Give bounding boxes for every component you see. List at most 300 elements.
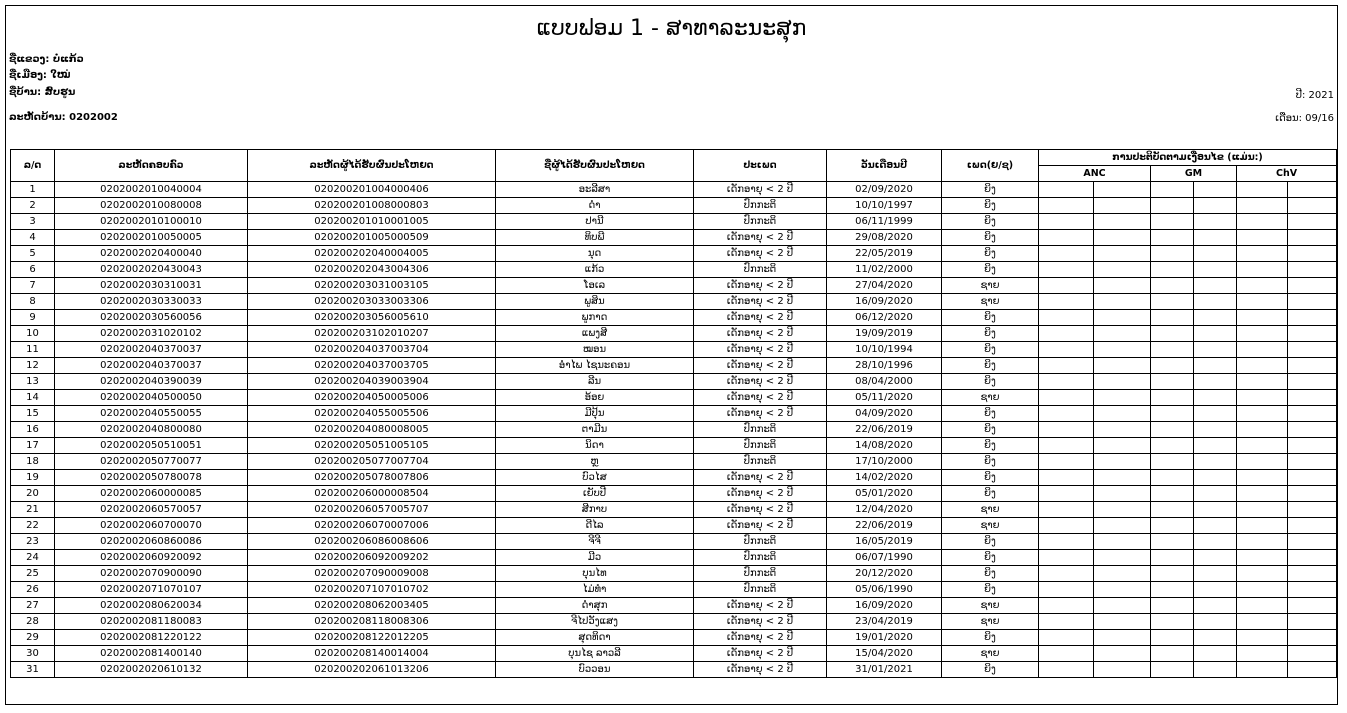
table-row (11, 662, 1337, 678)
row-condition-cell (1151, 646, 1194, 662)
row-condition-cell (1194, 310, 1237, 326)
row-condition-cell (1094, 342, 1151, 358)
row-condition-cell (1094, 246, 1151, 262)
row-type: ເດັກອາຍຸ < 2 ປີ (694, 630, 827, 646)
row-dob: 14/08/2020 (827, 438, 942, 454)
row-no: 21 (11, 502, 55, 518)
row-sex: ຍິງ (942, 454, 1039, 470)
row-beneficiary-name: ເຍັບປີ (496, 486, 694, 502)
row-condition-cell (1151, 662, 1194, 678)
row-beneficiary-name: ແກ້ວ (496, 262, 694, 278)
row-condition-cell (1151, 470, 1194, 486)
row-beneficiary-code: 020200203031003105 (248, 278, 496, 294)
row-condition-cell (1094, 486, 1151, 502)
row-dob: 06/12/2020 (827, 310, 942, 326)
col-gm-header: GM (1151, 166, 1237, 182)
row-condition-cell (1288, 182, 1337, 198)
row-condition-cell (1094, 422, 1151, 438)
row-condition-cell (1094, 198, 1151, 214)
table-row (11, 326, 1337, 342)
row-condition-cell (1151, 326, 1194, 342)
col-beneficiary-code-header: ລະຫັດຜູ້ໄດ້ຮັບຜົນປະໂຫຍດ (248, 150, 496, 182)
row-condition-cell (1237, 518, 1288, 534)
row-family-code: 0202002060920092 (55, 550, 248, 566)
row-condition-cell (1151, 422, 1194, 438)
table-row (11, 358, 1337, 374)
row-no: 2 (11, 198, 55, 214)
row-type: ປົກກະຕິ (694, 438, 827, 454)
row-condition-cell (1288, 198, 1337, 214)
row-condition-cell (1151, 294, 1194, 310)
row-condition-cell (1094, 646, 1151, 662)
row-condition-cell (1094, 534, 1151, 550)
row-beneficiary-name: ບຸນໄຊ ລາວລີ (496, 646, 694, 662)
row-condition-cell (1194, 214, 1237, 230)
row-no: 17 (11, 438, 55, 454)
row-condition-cell (1039, 390, 1094, 406)
col-no-header: ລ/ດ (11, 150, 55, 182)
row-condition-cell (1094, 518, 1151, 534)
row-condition-cell (1237, 438, 1288, 454)
row-no: 22 (11, 518, 55, 534)
row-family-code: 0202002040550055 (55, 406, 248, 422)
row-family-code: 0202002081220122 (55, 630, 248, 646)
row-condition-cell (1151, 454, 1194, 470)
row-condition-cell (1194, 422, 1237, 438)
row-condition-cell (1151, 230, 1194, 246)
row-beneficiary-code: 020200202043004306 (248, 262, 496, 278)
row-condition-cell (1094, 598, 1151, 614)
row-condition-cell (1039, 566, 1094, 582)
row-no: 27 (11, 598, 55, 614)
col-sex-header: ເພດ(ຍ/ຊ) (942, 150, 1039, 182)
row-sex: ຍິງ (942, 470, 1039, 486)
row-dob: 28/10/1996 (827, 358, 942, 374)
row-condition-cell (1151, 614, 1194, 630)
row-no: 20 (11, 486, 55, 502)
row-type: ປົກກະຕິ (694, 422, 827, 438)
row-family-code: 0202002040370037 (55, 358, 248, 374)
row-condition-cell (1194, 502, 1237, 518)
row-family-code: 0202002020400040 (55, 246, 248, 262)
row-dob: 22/06/2019 (827, 422, 942, 438)
row-beneficiary-name: ບົວໄສ (496, 470, 694, 486)
row-beneficiary-name: ສຸດທິດາ (496, 630, 694, 646)
row-condition-cell (1288, 230, 1337, 246)
row-condition-cell (1237, 182, 1288, 198)
row-beneficiary-code: 020200204055005506 (248, 406, 496, 422)
row-beneficiary-name: ຫຼ (496, 454, 694, 470)
table-row (11, 310, 1337, 326)
row-beneficiary-name: ບຸນໄທ (496, 566, 694, 582)
row-sex: ຊາຍ (942, 646, 1039, 662)
table-row (11, 342, 1337, 358)
col-conditions-header: ການປະຕິບັດຕາມເງື່ອນໄຂ (ແມ່ນ:) (1039, 150, 1337, 166)
row-sex: ຍິງ (942, 486, 1039, 502)
row-beneficiary-code: 0202002010040004​06 (248, 182, 496, 198)
row-condition-cell (1194, 374, 1237, 390)
row-condition-cell (1151, 198, 1194, 214)
row-condition-cell (1237, 470, 1288, 486)
row-condition-cell (1194, 662, 1237, 678)
row-beneficiary-name: ລີນ (496, 374, 694, 390)
row-beneficiary-name: ໄມ່ທໍາ (496, 582, 694, 598)
row-condition-cell (1151, 342, 1194, 358)
row-no: 26 (11, 582, 55, 598)
row-condition-cell (1151, 502, 1194, 518)
row-beneficiary-name: ນຸດ (496, 246, 694, 262)
row-condition-cell (1151, 566, 1194, 582)
row-beneficiary-code: 020200204080008005 (248, 422, 496, 438)
row-beneficiary-name: ດໍາສຸກ (496, 598, 694, 614)
row-type: ເດັກອາຍຸ < 2 ປີ (694, 614, 827, 630)
col-anc-header: ANC (1039, 166, 1151, 182)
row-beneficiary-name: ພູກາດ (496, 310, 694, 326)
row-condition-cell (1288, 646, 1337, 662)
row-sex: ຊາຍ (942, 518, 1039, 534)
row-condition-cell (1039, 342, 1094, 358)
row-condition-cell (1288, 438, 1337, 454)
row-beneficiary-code: 020200208122012205 (248, 630, 496, 646)
row-family-code: 0202002010080008 (55, 198, 248, 214)
row-family-code: 0202002080620034 (55, 598, 248, 614)
col-dob-header: ວັນເດືອນປີ (827, 150, 942, 182)
row-condition-cell (1288, 214, 1337, 230)
village-code (9, 111, 118, 124)
row-condition-cell (1039, 198, 1094, 214)
row-condition-cell (1288, 374, 1337, 390)
report-form (5, 5, 1338, 705)
row-condition-cell (1288, 422, 1337, 438)
row-dob: 04/09/2020 (827, 406, 942, 422)
row-condition-cell (1194, 326, 1237, 342)
row-condition-cell (1151, 214, 1194, 230)
row-condition-cell (1039, 614, 1094, 630)
row-condition-cell (1237, 454, 1288, 470)
row-condition-cell (1151, 390, 1194, 406)
row-condition-cell (1039, 582, 1094, 598)
row-type: ເດັກອາຍຸ < 2 ປີ (694, 598, 827, 614)
row-condition-cell (1237, 614, 1288, 630)
row-no: 6 (11, 262, 55, 278)
row-condition-cell (1039, 214, 1094, 230)
row-family-code: 0202002060700070 (55, 518, 248, 534)
row-condition-cell (1151, 182, 1194, 198)
row-condition-cell (1237, 582, 1288, 598)
row-beneficiary-name: ອ້ອຍ (496, 390, 694, 406)
row-condition-cell (1151, 358, 1194, 374)
row-type: ປົກກະຕິ (694, 198, 827, 214)
row-condition-cell (1237, 262, 1288, 278)
row-condition-cell (1194, 294, 1237, 310)
row-condition-cell (1194, 342, 1237, 358)
row-beneficiary-name: ມີປຸ້ນ (496, 406, 694, 422)
row-type: ເດັກອາຍຸ < 2 ປີ (694, 342, 827, 358)
row-family-code: 0202002060860086 (55, 534, 248, 550)
row-beneficiary-code: 020200207090009008 (248, 566, 496, 582)
row-condition-cell (1039, 262, 1094, 278)
row-type: ເດັກອາຍຸ < 2 ປີ (694, 294, 827, 310)
row-condition-cell (1094, 390, 1151, 406)
row-condition-cell (1288, 246, 1337, 262)
row-family-code: 0202002040800080 (55, 422, 248, 438)
table-row (11, 566, 1337, 582)
row-condition-cell (1151, 310, 1194, 326)
table-row (11, 502, 1337, 518)
row-no: 7 (11, 278, 55, 294)
row-condition-cell (1151, 582, 1194, 598)
table-row (11, 262, 1337, 278)
row-condition-cell (1039, 598, 1094, 614)
row-type: ເດັກອາຍຸ < 2 ປີ (694, 646, 827, 662)
row-condition-cell (1039, 278, 1094, 294)
row-condition-cell (1194, 534, 1237, 550)
row-condition-cell (1094, 582, 1151, 598)
row-sex: ຍິງ (942, 246, 1039, 262)
row-type: ປົກກະຕິ (694, 454, 827, 470)
row-condition-cell (1039, 422, 1094, 438)
row-condition-cell (1237, 374, 1288, 390)
table-row (11, 454, 1337, 470)
row-condition-cell (1194, 198, 1237, 214)
row-condition-cell (1039, 550, 1094, 566)
row-condition-cell (1288, 342, 1337, 358)
row-condition-cell (1039, 374, 1094, 390)
row-condition-cell (1039, 182, 1094, 198)
row-condition-cell (1039, 326, 1094, 342)
row-family-code: 0202002010100010 (55, 214, 248, 230)
row-sex: ຍິງ (942, 310, 1039, 326)
province-label: ຊື່ແຂວງ: ບໍ່ແກ້ວ (9, 54, 84, 65)
row-family-code: 0202002030330033 (55, 294, 248, 310)
row-family-code: 0202002030560056 (55, 310, 248, 326)
table-row (11, 198, 1337, 214)
row-dob: 19/09/2019 (827, 326, 942, 342)
row-dob: 29/08/2020 (827, 230, 942, 246)
row-condition-cell (1094, 470, 1151, 486)
row-condition-cell (1039, 518, 1094, 534)
row-condition-cell (1237, 278, 1288, 294)
row-no: 30 (11, 646, 55, 662)
row-family-code: 0202002071070107 (55, 582, 248, 598)
row-condition-cell (1237, 230, 1288, 246)
row-dob: 12/04/2020 (827, 502, 942, 518)
row-sex: ຍິງ (942, 198, 1039, 214)
row-family-code: 0202002040390039 (55, 374, 248, 390)
row-type: ເດັກອາຍຸ < 2 ປີ (694, 486, 827, 502)
row-sex: ຍິງ (942, 422, 1039, 438)
row-condition-cell (1194, 182, 1237, 198)
row-no: 10 (11, 326, 55, 342)
row-dob: 17/10/2000 (827, 454, 942, 470)
row-family-code: 0202002081400140 (55, 646, 248, 662)
table-row (11, 646, 1337, 662)
row-beneficiary-code: 020200202061013206 (248, 662, 496, 678)
row-beneficiary-name: ຈີຈີ (496, 534, 694, 550)
row-condition-cell (1094, 406, 1151, 422)
row-condition-cell (1237, 662, 1288, 678)
row-beneficiary-name: ດີໄລ (496, 518, 694, 534)
row-condition-cell (1039, 358, 1094, 374)
row-condition-cell (1288, 550, 1337, 566)
row-condition-cell (1094, 438, 1151, 454)
row-condition-cell (1288, 630, 1337, 646)
row-dob: 22/06/2019 (827, 518, 942, 534)
row-condition-cell (1194, 550, 1237, 566)
col-chv-header: ChV (1237, 166, 1337, 182)
row-condition-cell (1237, 310, 1288, 326)
row-sex: ຍິງ (942, 582, 1039, 598)
row-type: ເດັກອາຍຸ < 2 ປີ (694, 502, 827, 518)
row-dob: 11/02/2000 (827, 262, 942, 278)
row-condition-cell (1151, 630, 1194, 646)
row-condition-cell (1237, 342, 1288, 358)
row-condition-cell (1288, 262, 1337, 278)
row-condition-cell (1151, 262, 1194, 278)
row-condition-cell (1039, 502, 1094, 518)
row-dob: 05/06/1990 (827, 582, 942, 598)
row-type: ເດັກອາຍຸ < 2 ປີ (694, 230, 827, 246)
row-no: 16 (11, 422, 55, 438)
row-beneficiary-name: ໝອນ (496, 342, 694, 358)
row-condition-cell (1194, 454, 1237, 470)
row-sex: ຍິງ (942, 182, 1039, 198)
row-dob: 16/09/2020 (827, 294, 942, 310)
row-condition-cell (1094, 262, 1151, 278)
row-sex: ຍິງ (942, 630, 1039, 646)
row-family-code: 0202002081180083 (55, 614, 248, 630)
row-condition-cell (1039, 294, 1094, 310)
row-family-code: 0202002060570057 (55, 502, 248, 518)
row-type: ປົກກະຕິ (694, 214, 827, 230)
row-type: ປົກກະຕິ (694, 582, 827, 598)
row-beneficiary-code: 020200208140014004 (248, 646, 496, 662)
table-row (11, 422, 1337, 438)
row-beneficiary-code: 020200202040004005 (248, 246, 496, 262)
row-no: 13 (11, 374, 55, 390)
row-dob: 19/01/2020 (827, 630, 942, 646)
row-type: ເດັກອາຍຸ < 2 ປີ (694, 470, 827, 486)
table-row (11, 550, 1337, 566)
row-condition-cell (1039, 454, 1094, 470)
row-condition-cell (1288, 518, 1337, 534)
row-family-code: 0202002040370037 (55, 342, 248, 358)
row-condition-cell (1288, 566, 1337, 582)
row-no: 4 (11, 230, 55, 246)
row-type: ເດັກອາຍຸ < 2 ປີ (694, 246, 827, 262)
village-code-label: ລະຫັດບ້ານ: (9, 112, 66, 123)
row-condition-cell (1151, 406, 1194, 422)
row-condition-cell (1194, 262, 1237, 278)
row-condition-cell (1237, 502, 1288, 518)
row-sex: ຍິງ (942, 342, 1039, 358)
row-condition-cell (1151, 518, 1194, 534)
table-row (11, 534, 1337, 550)
row-beneficiary-code: 020200204037003705 (248, 358, 496, 374)
row-sex: ຍິງ (942, 374, 1039, 390)
row-condition-cell (1151, 598, 1194, 614)
row-condition-cell (1094, 374, 1151, 390)
row-no: 19 (11, 470, 55, 486)
row-beneficiary-name: ພູສິນ (496, 294, 694, 310)
district-label: ຊື່ເມືອງ: ໃໝ່ (9, 70, 71, 81)
row-condition-cell (1094, 662, 1151, 678)
row-dob: 31/01/2021 (827, 662, 942, 678)
row-condition-cell (1237, 646, 1288, 662)
row-beneficiary-code: 020200201005000509 (248, 230, 496, 246)
row-condition-cell (1288, 598, 1337, 614)
row-beneficiary-name: ຈີໄປວັງແສງ (496, 614, 694, 630)
row-dob: 08/04/2000 (827, 374, 942, 390)
row-family-code: 0202002050510051 (55, 438, 248, 454)
row-condition-cell (1094, 630, 1151, 646)
row-condition-cell (1194, 486, 1237, 502)
row-dob: 06/07/1990 (827, 550, 942, 566)
table-row (11, 598, 1337, 614)
row-sex: ຍິງ (942, 406, 1039, 422)
village-label: ຊື່ບ້ານ: ສົບຮູນ (9, 87, 76, 98)
beneficiary-table (10, 149, 1337, 678)
row-condition-cell (1194, 246, 1237, 262)
row-condition-cell (1039, 230, 1094, 246)
table-row (11, 182, 1337, 198)
row-condition-cell (1288, 326, 1337, 342)
row-condition-cell (1288, 390, 1337, 406)
row-condition-cell (1237, 246, 1288, 262)
row-beneficiary-name: ອະລີສາ (496, 182, 694, 198)
row-no: 9 (11, 310, 55, 326)
table-row (11, 614, 1337, 630)
row-dob: 06/11/1999 (827, 214, 942, 230)
row-condition-cell (1094, 502, 1151, 518)
table-row (11, 390, 1337, 406)
row-beneficiary-name: ດໍາ (496, 198, 694, 214)
row-condition-cell (1194, 230, 1237, 246)
row-condition-cell (1288, 454, 1337, 470)
row-beneficiary-code: 020200208118008306 (248, 614, 496, 630)
row-sex: ຍິງ (942, 326, 1039, 342)
row-beneficiary-code: 020200205051005105 (248, 438, 496, 454)
row-dob: 10/10/1994 (827, 342, 942, 358)
row-condition-cell (1288, 614, 1337, 630)
row-dob: 23/04/2019 (827, 614, 942, 630)
row-condition-cell (1237, 294, 1288, 310)
row-condition-cell (1194, 614, 1237, 630)
table-row (11, 374, 1337, 390)
row-beneficiary-code: 020200207107010702 (248, 582, 496, 598)
row-condition-cell (1094, 566, 1151, 582)
row-no: 28 (11, 614, 55, 630)
col-beneficiary-name-header: ຊື່ຜູ້ໄດ້ຮັບຜົນປະໂຫຍດ (496, 150, 694, 182)
month-label: ເດືອນ: 09/16 (1275, 113, 1334, 124)
row-sex: ຍິງ (942, 566, 1039, 582)
row-condition-cell (1151, 486, 1194, 502)
row-sex: ຊາຍ (942, 278, 1039, 294)
row-condition-cell (1151, 278, 1194, 294)
row-condition-cell (1039, 310, 1094, 326)
row-condition-cell (1194, 630, 1237, 646)
row-condition-cell (1194, 406, 1237, 422)
row-type: ປົກກະຕິ (694, 550, 827, 566)
row-condition-cell (1237, 358, 1288, 374)
table-row (11, 278, 1337, 294)
row-beneficiary-code: 020200204039003904 (248, 374, 496, 390)
row-type: ປົກກະຕິ (694, 262, 827, 278)
row-condition-cell (1288, 662, 1337, 678)
village-code-value: 0202002 (69, 112, 118, 123)
table-row (11, 406, 1337, 422)
row-sex: ຊາຍ (942, 502, 1039, 518)
